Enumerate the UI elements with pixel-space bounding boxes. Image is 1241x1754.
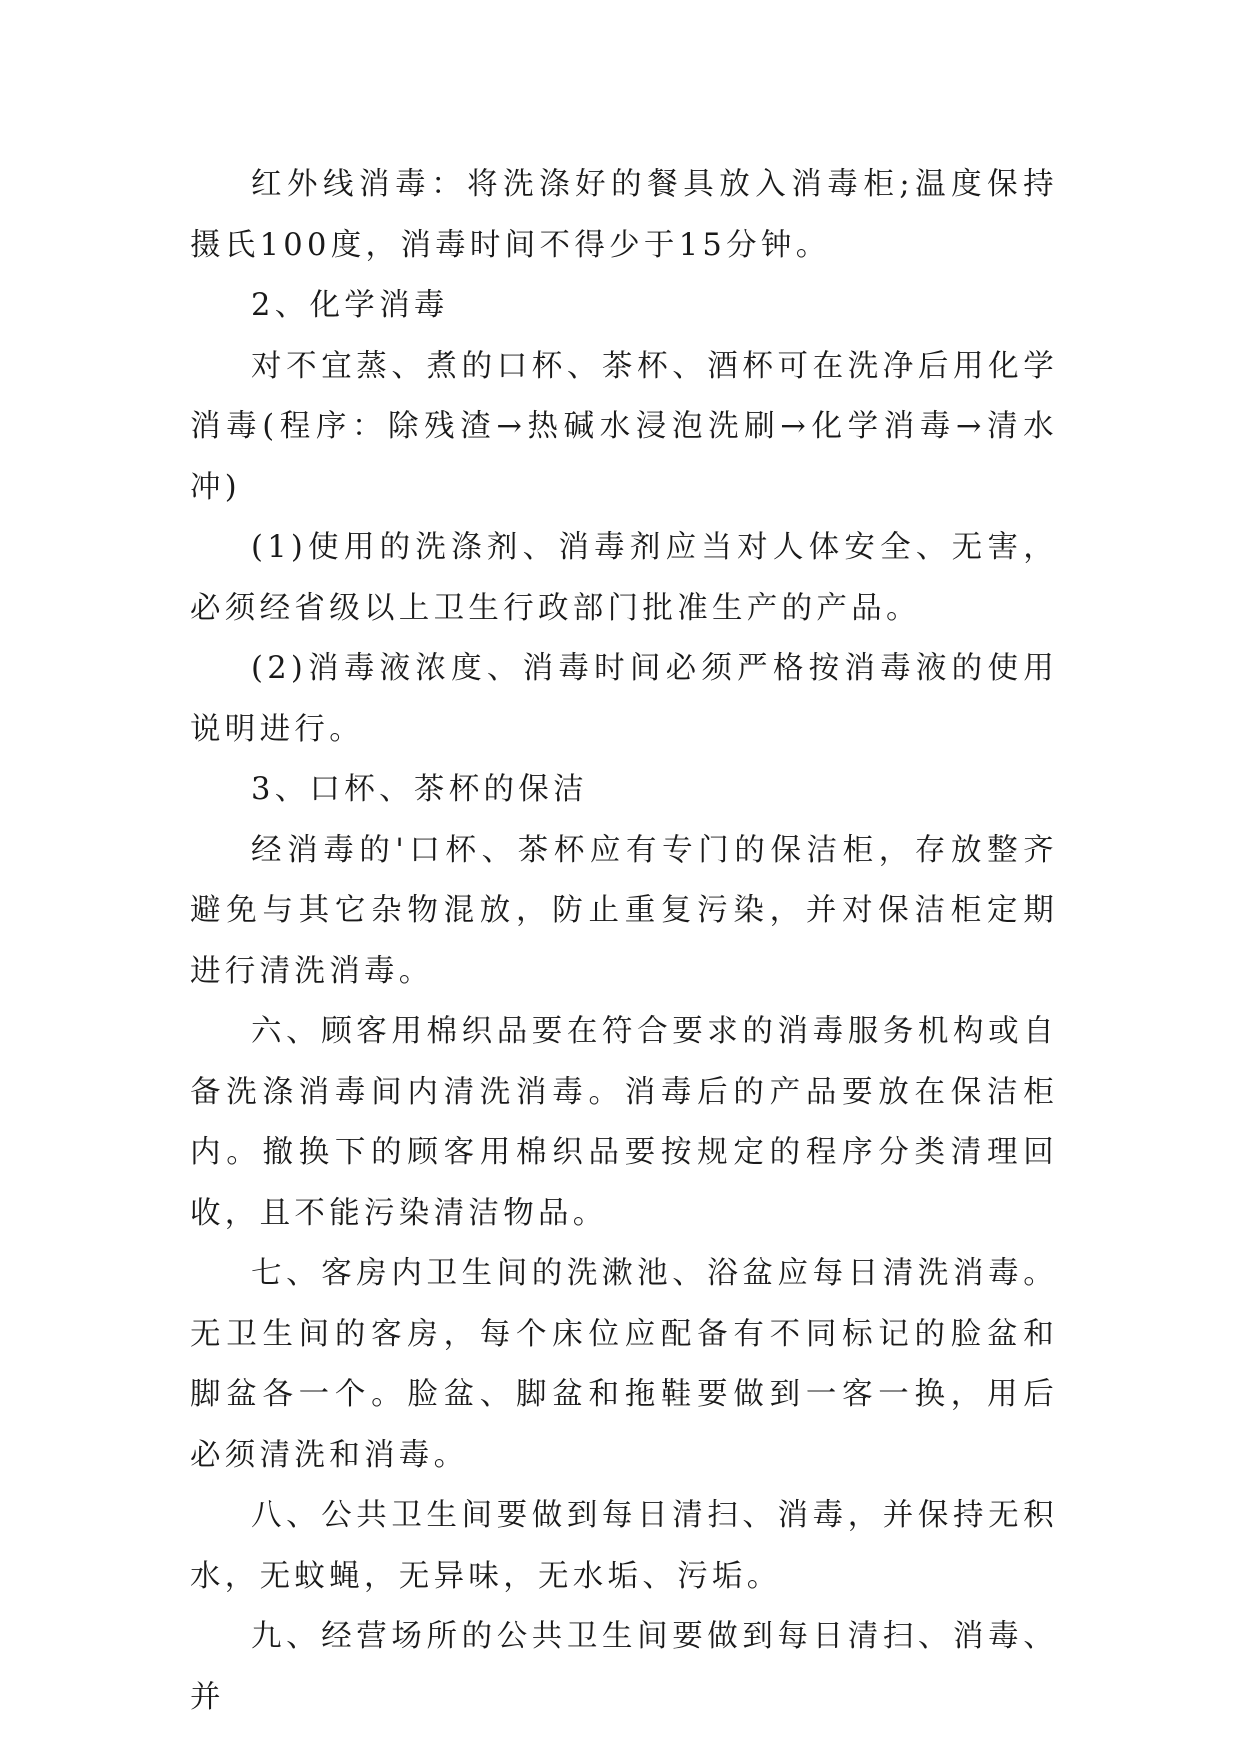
paragraph-chemical-procedure: 对不宜蒸、煮的口杯、茶杯、酒杯可在洗净后用化学消毒(程序：除残渣→热碱水浸泡洗刷→化学消毒→清水冲) (190, 348, 1058, 505)
paragraph-cup-storage: 经消毒的'口杯、茶杯应有专门的保洁柜，存放整齐避免与其它杂物混放，防止重复污染，并对保洁柜定期进行清洗消毒。 (190, 832, 1058, 989)
paragraph-section-eight: 八、公共卫生间要做到每日清扫、消毒，并保持无积水，无蚊蝇，无异味，无水垢、污垢。 (190, 1498, 1058, 1594)
heading-cup-cleaning: 3、口杯、茶杯的保洁 (251, 772, 588, 807)
document-body (190, 155, 1058, 1728)
paragraph-item-2: (2)消毒液浓度、消毒时间必须严格按消毒液的使用说明进行。 (190, 651, 1058, 747)
heading-chemical-disinfection: 2、化学消毒 (251, 288, 449, 323)
paragraph-item-1: (1)使用的洗涤剂、消毒剂应当对人体安全、无害，必须经省级以上卫生行政部门批准生产的产品。 (190, 530, 1058, 626)
paragraph-section-seven: 七、客房内卫生间的洗漱池、浴盆应每日清洗消毒。无卫生间的客房，每个床位应配备有不同标记的脸盆和脚盆各一个。脸盆、脚盆和拖鞋要做到一客一换，用后必须清洗和消毒。 (190, 1256, 1058, 1473)
paragraph-section-six: 六、顾客用棉织品要在符合要求的消毒服务机构或自备洗涤消毒间内清洗消毒。消毒后的产品要放在保洁柜内。撤换下的顾客用棉织品要按规定的程序分类清理回收，且不能污染清洁物品。 (190, 1014, 1058, 1231)
paragraph-infrared-disinfection: 红外线消毒：将洗涤好的餐具放入消毒柜;温度保持摄氏100度，消毒时间不得少于15分钟。 (190, 167, 1058, 263)
paragraph-section-nine: 九、经营场所的公共卫生间要做到每日清扫、消毒、并 (190, 1619, 1058, 1715)
